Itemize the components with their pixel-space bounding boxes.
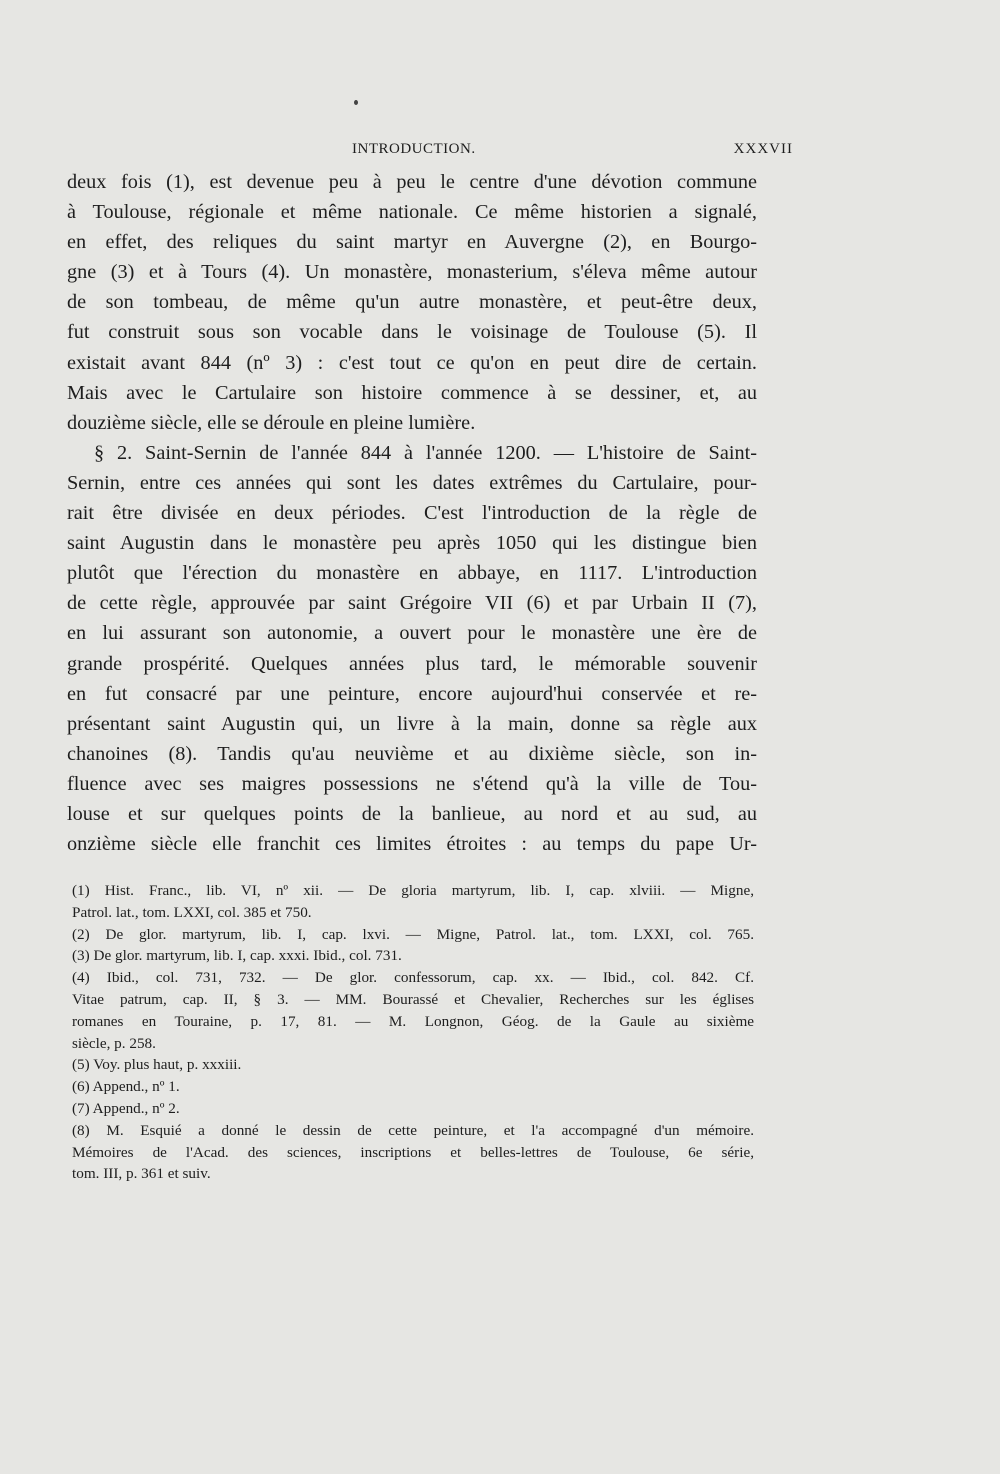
body-line: gne (3) et à Tours (4). Un monastère, monasterium, s'éleva même autour [67, 261, 757, 284]
body-text [67, 167, 757, 859]
footnote-line: Patrol. lat., tom. LXXI, col. 385 et 750. [72, 903, 312, 921]
footnote-line: (2) De glor. martyrum, lib. I, cap. lxvi. — Migne, Patrol. lat., tom. LXXI, col. 765. [72, 925, 754, 943]
page-number: XXXVII [733, 141, 793, 157]
body-line: deux fois (1), est devenue peu à peu le centre d'une dévotion commune [67, 171, 757, 193]
body-line: saint Augustin dans le monastère peu après 1050 qui les distingue bien [67, 532, 757, 555]
footnote-line: romanes en Touraine, p. 17, 81. — M. Longnon, Géog. de la Gaule au sixième [72, 1012, 754, 1030]
body-line: fut construit sous son vocable dans le voisinage de Toulouse (5). Il [67, 321, 757, 344]
footnote-line: (1) Hist. Franc., lib. VI, nº xii. — De gloria martyrum, lib. I, cap. xlviii. — Migne, [72, 882, 754, 899]
body-line: à Toulouse, régionale et même nationale. Ce même historien a signalé, [67, 201, 757, 224]
footnotes [72, 880, 754, 1185]
footnote-line: (3) De glor. martyrum, lib. I, cap. xxxi. Ibid., col. 731. [72, 947, 402, 965]
body-line: existait avant 844 (nº 3) : c'est tout ce qu'on en peut dire de certain. [67, 351, 757, 374]
body-line: onzième siècle elle franchit ces limites étroites : au temps du pape Ur- [67, 833, 757, 856]
footnote-line: (5) Voy. plus haut, p. xxxiii. [72, 1056, 242, 1074]
body-line: en lui assurant son autonomie, a ouvert pour le monastère une ère de [67, 622, 757, 645]
running-title: INTRODUCTION. [352, 141, 476, 157]
body-line: de son tombeau, de même qu'un autre monastère, et peut-être deux, [67, 291, 757, 314]
footnote-line: (8) M. Esquié a donné le dessin de cette peinture, et l'a accompagné d'un mémoire. [72, 1121, 754, 1139]
body-line: chanoines (8). Tandis qu'au neuvième et au dixième siècle, son in- [67, 742, 757, 765]
body-line: plutôt que l'érection du monastère en abbaye, en 1117. L'introduction [67, 562, 757, 585]
body-line: louse et sur quelques points de la banlieue, au nord et au sud, au [67, 802, 757, 825]
ink-speck [354, 100, 358, 105]
body-line: en effet, des reliques du saint martyr en Auvergne (2), en Bourgo- [67, 231, 757, 254]
footnote-line: (7) Append., nº 2. [72, 1099, 180, 1117]
section-heading-line: § 2. Saint-Sernin de l'année 844 à l'année 1200. — L'histoire de Saint- [94, 441, 757, 464]
footnote-line: (6) Append., nº 1. [72, 1078, 180, 1096]
body-line: grande prospérité. Quelques années plus tard, le mémorable souvenir [67, 652, 757, 675]
footnote-line: siècle, p. 258. [72, 1034, 156, 1052]
body-line: en fut consacré par une peinture, encore aujourd'hui conservée et re- [67, 682, 757, 705]
footnote-line: Mémoires de l'Acad. des sciences, inscriptions et belles-lettres de Toulouse, 6e série, [72, 1143, 754, 1161]
body-line: Mais avec le Cartulaire son histoire commence à se dessiner, et, au [67, 381, 757, 404]
body-line: douzième siècle, elle se déroule en pleine lumière. [67, 411, 476, 434]
body-line: fluence avec ses maigres possessions ne s'étend qu'à la ville de Tou- [67, 772, 757, 795]
body-line: de cette règle, approuvée par saint Grégoire VII (6) et par Urbain II (7), [67, 592, 757, 615]
body-line: Sernin, entre ces années qui sont les dates extrêmes du Cartulaire, pour- [67, 471, 757, 494]
body-line: présentant saint Augustin qui, un livre à la main, donne sa règle aux [67, 712, 757, 735]
footnote-line: Vitae patrum, cap. II, § 3. — MM. Bourassé et Chevalier, Recherches sur les églises [72, 990, 754, 1008]
footnote-line: (4) Ibid., col. 731, 732. — De glor. confessorum, cap. xx. — Ibid., col. 842. Cf. [72, 969, 754, 987]
running-head [0, 141, 1000, 165]
body-line: rait être divisée en deux périodes. C'est l'introduction de la règle de [67, 502, 757, 525]
footnote-line: tom. III, p. 361 et suiv. [72, 1165, 211, 1183]
